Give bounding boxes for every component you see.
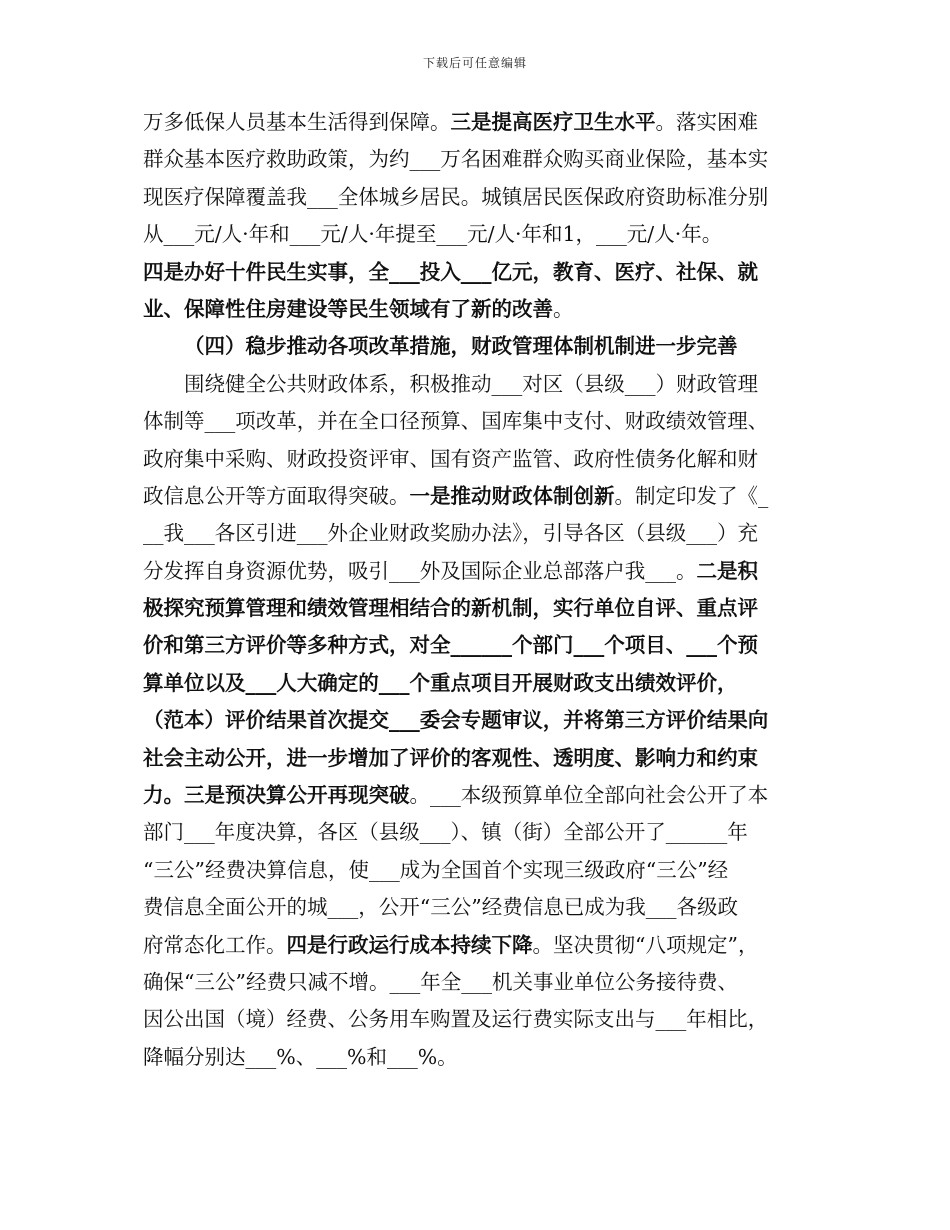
bold-text-run: 二是积 <box>696 558 758 583</box>
text-line: 算单位以及___人大确定的___个重点项目开展财政支出绩效评价， <box>143 670 738 695</box>
text-line: 体制等___项改革，并在全口径预算、国库集中支付、财政绩效管理、 <box>143 409 769 434</box>
text-line <box>143 478 823 515</box>
text-line: 四是办好十件民生实事，全___投入___亿元，教育、医疗、社保、就 <box>143 259 758 284</box>
text-line <box>143 777 823 814</box>
text-run: 政信息公开等方面取得突破。 <box>143 483 410 508</box>
text-line <box>143 927 823 964</box>
text-line <box>143 553 823 590</box>
text-run: 。制定印发了《_ <box>614 483 769 508</box>
bold-text-run: 三是提高医疗卫生水平 <box>450 110 656 134</box>
text-line: 从___元/人·年和___元/人·年提至___元/人·年和1，___元/人·年。 <box>143 222 723 247</box>
text-line: 费信息全面公开的城___，公开“三公”经费信息已成为我___各级政 <box>143 895 738 920</box>
text-run: 。坚决贯彻“八项规定”， <box>532 932 759 957</box>
text-run: 府常态化工作。 <box>143 932 287 957</box>
text-line: 现医疗保障覆盖我___全体城乡居民。城镇居民医保政府资助标准分别 <box>143 184 769 209</box>
text-line <box>143 104 823 141</box>
text-run: 分发挥自身资源优势，吸引___外及国际企业总部落户我___。 <box>143 558 697 583</box>
bold-text-run: 一是推动财政体制创新 <box>409 483 615 508</box>
text-line <box>143 291 823 328</box>
text-line: 降幅分别达___%、___%和___%。 <box>143 1044 458 1069</box>
bold-text-run: 业、保障性住房建设等民生领域有了新的改善 <box>143 296 553 321</box>
bold-text-run: 力。三是预决算公开再现突破 <box>143 783 410 808</box>
text-line: “三公”经费决算信息，使___成为全国首个实现三级政府“三公”经 <box>143 857 729 882</box>
text-line: 群众基本医疗救助政策，为约___万名困难群众购买商业保险，基本实 <box>143 147 769 172</box>
text-line: 价和第三方评价等多种方式，对全______个部门___个项目、___个预 <box>143 633 758 658</box>
text-line: 极探究预算管理和绩效管理相结合的新机制，实行单位自评、重点评 <box>143 596 758 621</box>
text-line: 社会主动公开，进一步增加了评价的客观性、透明度、影响力和约束 <box>143 745 758 770</box>
text-run: 万多低保人员基本生活得到保障。 <box>143 110 451 134</box>
page-header: 下载后可任意编辑 <box>422 56 527 70</box>
text-line: 围绕健全公共财政体系，积极推动___对区（县级___）财政管理 <box>184 371 758 396</box>
text-line: __我___各区引进___外企业财政奖励办法》，引导各区（县级___）充 <box>143 521 758 546</box>
text-run: 。落实困难 <box>655 110 758 134</box>
text-line: 部门___年度决算，各区（县级___）、镇（街）全部公开了______年 <box>143 820 748 845</box>
text-line: 因公出国（境）经费、公务用车购置及运行费实际支出与___年相比， <box>143 1007 769 1032</box>
document-body <box>143 104 823 1076</box>
text-line: 确保“三公”经费只减不增。___年全___机关事业单位公务接待费、 <box>143 969 738 994</box>
text-line: （范本）评价结果首次提交___委会专题审议，并将第三方评价结果向 <box>143 708 769 733</box>
bold-text-run: 四是行政运行成本持续下降 <box>286 932 533 957</box>
section-heading: （四）稳步推动各项改革措施，财政管理体制机制进一步完善 <box>184 334 738 359</box>
text-run: 。___本级预算单位全部向社会公开了本 <box>409 783 769 808</box>
text-line: 政府集中采购、财政投资评审、国有资产监管、政府性债务化解和财 <box>143 446 758 471</box>
text-run: 。 <box>553 296 574 321</box>
